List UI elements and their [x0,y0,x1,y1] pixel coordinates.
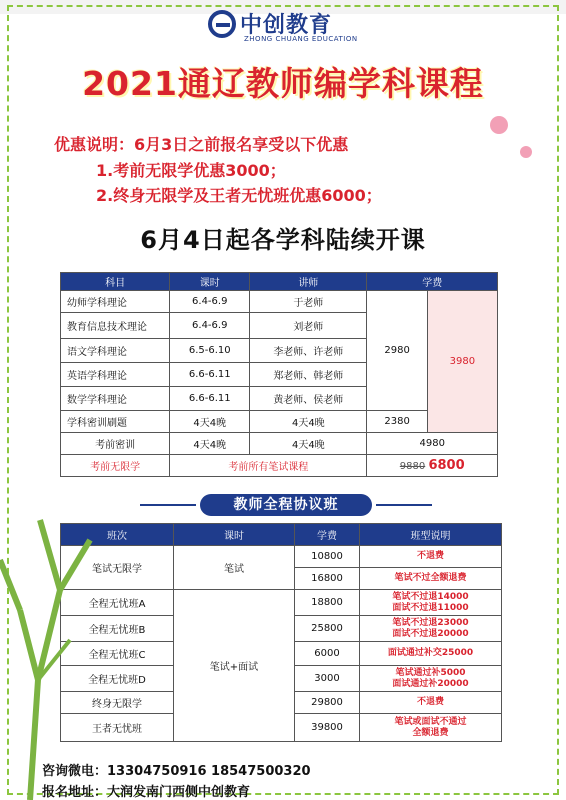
table-cell: 李老师、许老师 [250,339,367,363]
phone-numbers: 13304750916 18547500320 [107,764,311,779]
note-line: 笔试或面试不通过 [394,716,467,727]
promo-item-2: 2.终身无限学及王者无忧班优惠6000； [96,186,382,205]
phone-label: 咨询微电： [42,764,108,779]
note-line: 面试通过补20000 [392,678,469,689]
page-title: 2021通辽教师编学科课程 [82,64,484,103]
table-cell [360,616,502,642]
table-cell: 16800 [295,568,360,590]
divider [376,504,432,506]
note-line: 面试不过退20000 [392,628,469,639]
fee-cell [367,455,498,477]
table-cell: 39800 [295,714,360,742]
table-cell: 29800 [295,692,360,714]
table-cell: 笔试 [174,546,295,590]
table-cell: 语文学科理论 [61,339,170,363]
section-banner: 教师全程协议班 [200,494,372,516]
col-header-subject: 科目 [61,273,170,291]
table-cell: 刘老师 [250,313,367,339]
logo-english: ZHONG CHUANG EDUCATION [244,35,358,43]
table-cell: 笔试不过全额退费 [360,568,502,590]
note-line: 笔试通过补5000 [395,667,466,678]
table-cell: 考前所有笔试课程 [170,455,367,477]
table-cell: 25800 [295,616,360,642]
table-cell: 4天4晚 [250,433,367,455]
logo-icon [208,10,236,38]
table-cell: 王者无忧班 [61,714,174,742]
table-cell: 4天4晚 [170,411,250,433]
note-line: 全额退费 [412,727,449,738]
table-cell: 学科密训刷题 [61,411,170,433]
fee-cell: 4980 [367,433,498,455]
table-cell: 全程无忧班C [61,642,174,666]
col-header-note: 班型说明 [360,524,502,546]
table-cell: 不退费 [360,546,502,568]
table-cell: 终身无限学 [61,692,174,714]
table-cell: 4天4晚 [170,433,250,455]
old-price: 9880 [399,461,426,472]
table-cell: 全程无忧班B [61,616,174,642]
new-price: 6800 [428,458,465,473]
table-cell: 考前无限学 [61,455,170,477]
col-header-class: 班次 [61,524,174,546]
table-cell: 幼师学科理论 [61,291,170,313]
col-header-fee: 学费 [367,273,498,291]
table-cell: 10800 [295,546,360,568]
col-header-fee: 学费 [295,524,360,546]
fee-cell: 3980 [427,291,497,433]
table-cell: 英语学科理论 [61,363,170,387]
address-label: 报名地址： [42,785,108,800]
note-line: 笔试不过退14000 [392,591,469,602]
table-cell: 全程无忧班A [61,590,174,616]
table-cell: 考前密训 [61,433,170,455]
table-cell: 4天4晚 [250,411,367,433]
col-header-teacher: 讲师 [250,273,367,291]
heart-icon [490,116,508,134]
table-cell: 6000 [295,642,360,666]
table-cell: 数学学科理论 [61,387,170,411]
promo-item-1: 1.考前无限学优惠3000； [96,161,286,180]
col-header-hours: 课时 [170,273,250,291]
table-cell: 教育信息技术理论 [61,313,170,339]
contact-address [42,781,250,800]
table-cell: 18800 [295,590,360,616]
table-cell [360,666,502,692]
table-cell: 6.4-6.9 [170,291,250,313]
note-line: 面试不过退11000 [392,602,469,613]
table-cell: 全程无忧班D [61,666,174,692]
table-cell: 6.5-6.10 [170,339,250,363]
address-text: 大润发南门西侧中创教育 [107,785,251,800]
table-cell: 黄老师、侯老师 [250,387,367,411]
table-cell: 3000 [295,666,360,692]
table-cell: 6.6-6.11 [170,363,250,387]
logo-name: 中创教育 [240,13,333,38]
table-cell: 笔试无限学 [61,546,174,590]
table-cell: 6.4-6.9 [170,313,250,339]
divider [140,504,196,506]
fee-cell: 2380 [367,411,427,433]
table-cell [360,590,502,616]
contact-phone [42,760,311,779]
col-header-hours: 课时 [174,524,295,546]
fee-cell: 2980 [367,291,427,411]
table-cell: 郑老师、韩老师 [250,363,367,387]
heart-icon [520,146,532,158]
note-line: 笔试不过退23000 [392,617,469,628]
table-cell: 于老师 [250,291,367,313]
table-cell: 笔试+面试 [174,590,295,742]
table-cell: 不退费 [360,692,502,714]
logo [208,8,358,44]
table-cell [360,714,502,742]
table-cell: 6.6-6.11 [170,387,250,411]
tree-decoration [0,440,140,800]
table-cell: 面试通过补交25000 [360,642,502,666]
promo-heading: 优惠说明：6月3日之前报名享受以下优惠 [54,135,349,154]
subtitle: 6月4日起各学科陆续开课 [140,226,426,254]
